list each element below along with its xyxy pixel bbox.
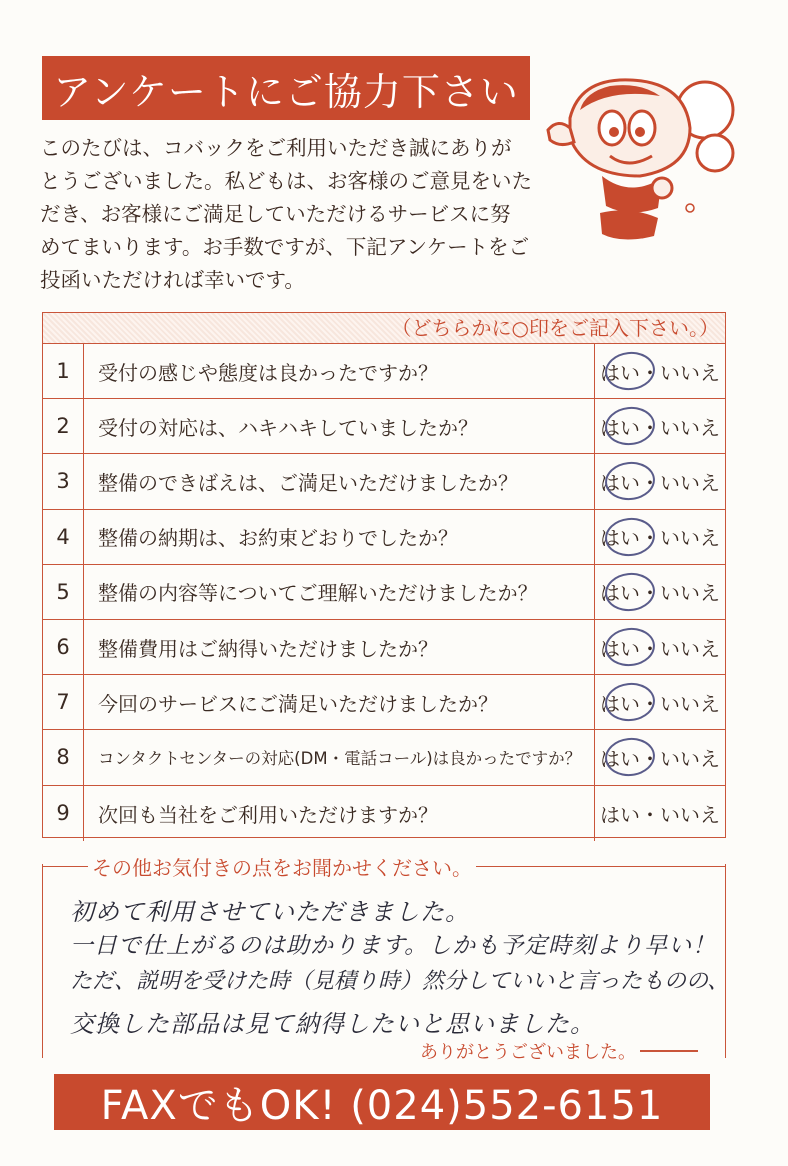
question-number: 2: [43, 399, 84, 453]
handwritten-comment-line: ただ、説明を受けた時（見積り時）然分していいと言ったものの、: [70, 969, 730, 994]
page-title: アンケートにご協力下さい: [42, 56, 530, 120]
survey-row: [43, 454, 725, 509]
question-number: 1: [43, 344, 84, 398]
survey-row: [43, 565, 725, 620]
answer-choice[interactable]: [595, 344, 725, 398]
question-text: コンタクトセンターの対応(DM・電話コール)は良かったですか？: [84, 730, 595, 784]
question-text: 今回のサービスにご満足いただけましたか？: [84, 675, 595, 729]
question-number: 8: [43, 730, 84, 784]
answer-options: はい・いいえ: [600, 746, 720, 771]
survey-row: [43, 510, 725, 565]
comments-header: [42, 852, 726, 881]
question-text: 次回も当社をご利用いただけますか？: [84, 786, 595, 841]
answer-choice[interactable]: [595, 399, 725, 453]
answer-choice[interactable]: [595, 730, 725, 784]
question-number: 3: [43, 454, 84, 508]
survey-row: [43, 786, 725, 841]
survey-row: [43, 620, 725, 675]
question-number: 7: [43, 675, 84, 729]
question-text: 受付の感じや態度は良かったですか？: [84, 344, 595, 398]
question-text: 整備費用はご納得いただけましたか？: [84, 620, 595, 674]
survey-table: [42, 312, 726, 838]
survey-row: [43, 399, 725, 454]
comments-closing: [420, 1038, 698, 1064]
question-text: 整備のできばえは、ご満足いただけましたか？: [84, 454, 595, 508]
closing-text: ありがとうございました。: [420, 1042, 636, 1063]
question-number: 6: [43, 620, 84, 674]
question-number: 5: [43, 565, 84, 619]
survey-row: [43, 730, 725, 785]
handwritten-comment-line: 初めて利用させていただきました。: [70, 898, 470, 926]
survey-instruction: （どちらかに○印をご記入下さい。）: [43, 313, 725, 344]
answer-options: はい・いいえ: [600, 636, 720, 661]
answer-options: はい・いいえ: [600, 691, 720, 716]
intro-line: だき、お客様にご満足していただけるサービスに努: [40, 202, 511, 226]
answer-options: はい・いいえ: [600, 581, 720, 606]
question-text: 整備の内容等についてご理解いただけましたか？: [84, 565, 595, 619]
divider: [640, 1050, 698, 1052]
mascot-logo: [540, 58, 740, 248]
answer-choice[interactable]: [595, 454, 725, 508]
intro-line: このたびは、コバックをご利用いただき誠にありが: [40, 136, 512, 160]
answer-options: はい・いいえ: [600, 802, 720, 827]
intro-text: [40, 132, 540, 297]
answer-choice[interactable]: [595, 786, 725, 841]
handwritten-comment-line: 交換した部品は見て納得したいと思いました。: [70, 1010, 595, 1038]
intro-line: めてまいります。お手数ですが、下記アンケートをご: [40, 235, 530, 259]
divider: [476, 866, 726, 868]
survey-row: [43, 344, 725, 399]
answer-choice[interactable]: [595, 675, 725, 729]
answer-options: はい・いいえ: [600, 415, 720, 440]
intro-line: とうございました。私どもは、お客様のご意見をいた: [40, 169, 532, 193]
question-number: 9: [43, 786, 84, 841]
question-text: 整備の納期は、お約束どおりでしたか？: [84, 510, 595, 564]
question-text: 受付の対応は、ハキハキしていましたか？: [84, 399, 595, 453]
survey-row: [43, 675, 725, 730]
answer-choice[interactable]: [595, 620, 725, 674]
intro-line: 投函いただければ幸いです。: [40, 268, 305, 292]
answer-options: はい・いいえ: [600, 360, 720, 385]
handwritten-comment-line: 一日で仕上がるのは助かります。しかも予定時刻より早い！: [70, 933, 717, 959]
answer-choice[interactable]: [595, 510, 725, 564]
divider: [42, 866, 88, 868]
comments-label: その他お気付きの点をお聞かせください。: [88, 852, 476, 881]
fax-banner: FAXでもOK! (024)552-6151: [54, 1074, 710, 1130]
answer-options: はい・いいえ: [600, 526, 720, 551]
question-number: 4: [43, 510, 84, 564]
answer-choice[interactable]: [595, 565, 725, 619]
answer-options: はい・いいえ: [600, 470, 720, 495]
